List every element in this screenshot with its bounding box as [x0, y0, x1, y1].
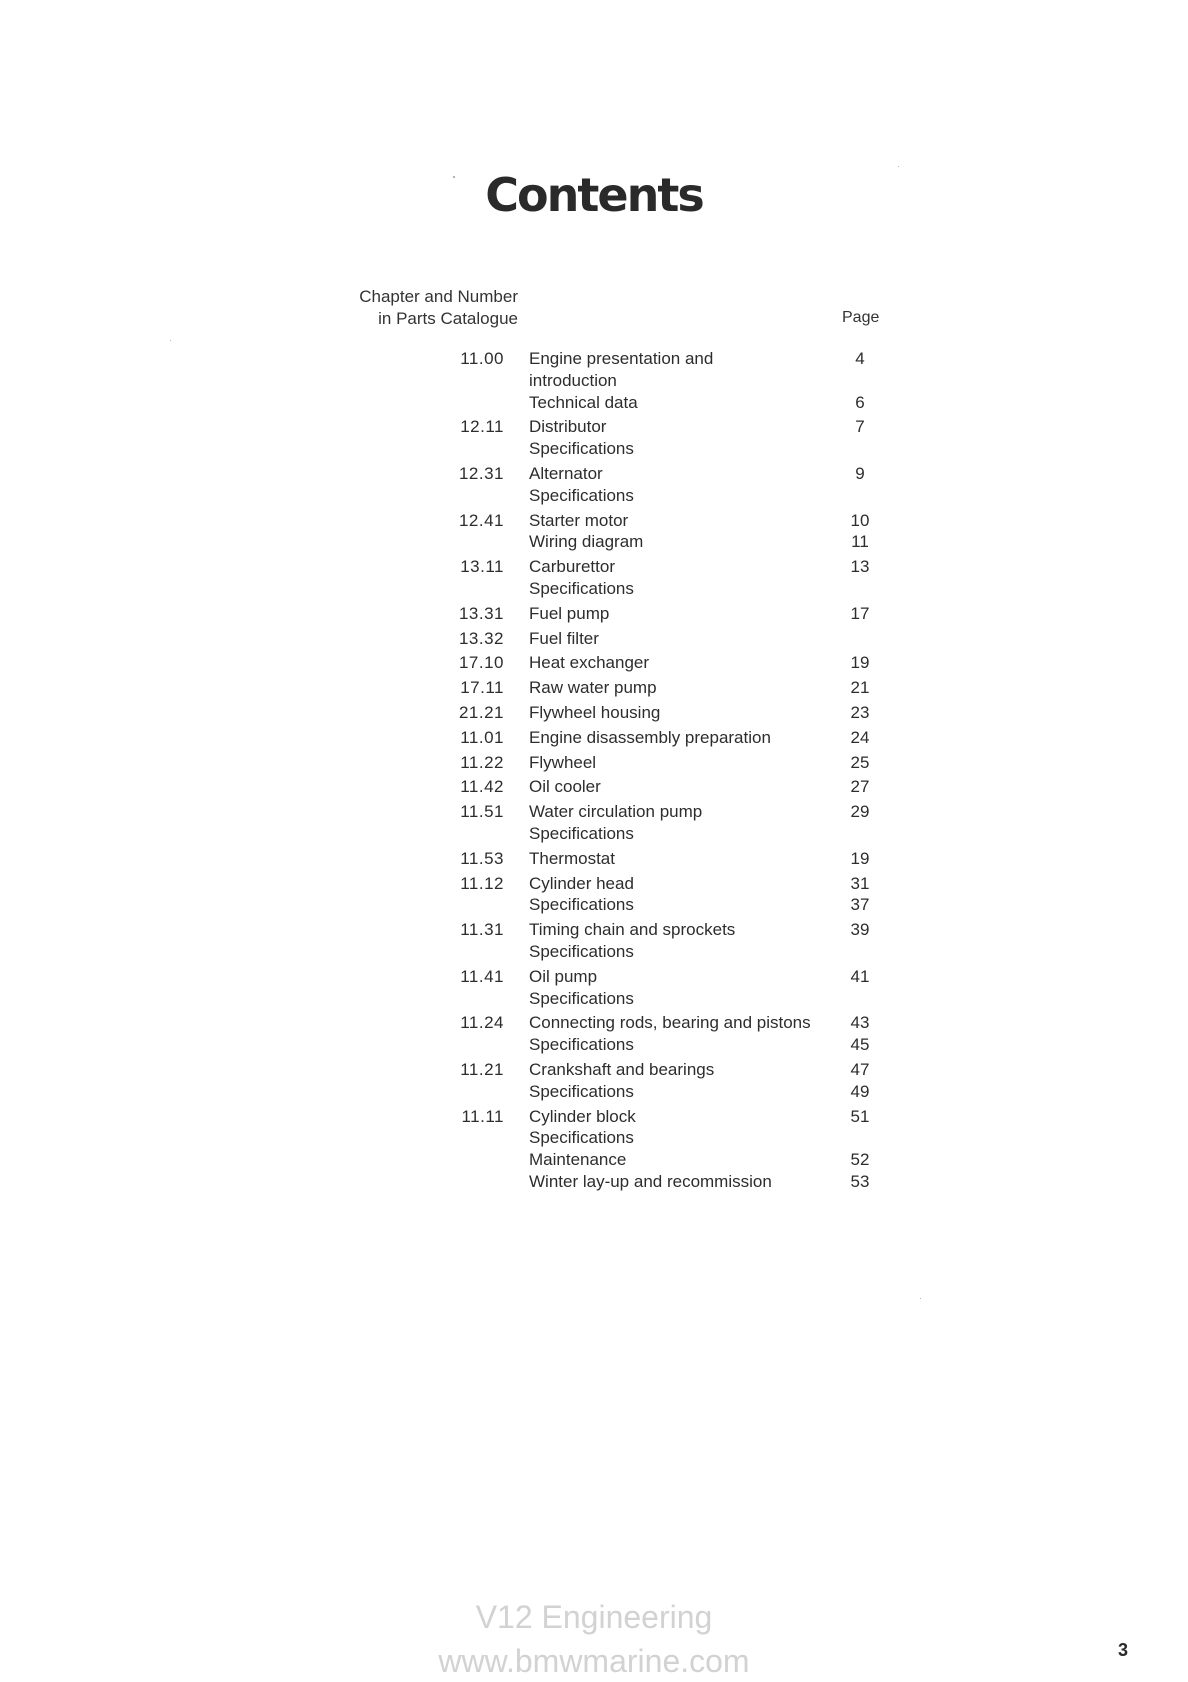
entry-title: Specifications — [529, 823, 634, 843]
chapter-number — [440, 823, 504, 845]
chapter-number: 11.21 — [460, 1059, 504, 1079]
page-ref — [845, 988, 875, 1010]
page-ref: 47 — [850, 1059, 870, 1079]
toc-row — [440, 988, 890, 1010]
toc-row — [440, 1106, 890, 1128]
chapter-number — [440, 531, 504, 553]
page-column-header: Page — [842, 309, 880, 326]
chapter-column-header — [330, 286, 518, 330]
chapter-header-line1: Chapter and Number — [359, 287, 518, 306]
chapter-number: 12.41 — [458, 510, 504, 530]
toc-row — [440, 1081, 890, 1103]
toc-row — [440, 894, 890, 916]
page-ref: 27 — [850, 777, 870, 797]
entry-title: Engine presentation and — [529, 349, 714, 368]
chapter-number: 11.11 — [461, 1106, 504, 1126]
page-ref — [845, 823, 875, 845]
toc-row — [440, 1149, 890, 1171]
toc-row — [440, 702, 890, 724]
toc-row — [440, 848, 890, 870]
chapter-number — [440, 941, 504, 963]
page-ref: 49 — [850, 1081, 870, 1101]
page-ref: 10 — [850, 510, 870, 530]
chapter-number — [440, 988, 504, 1010]
entry-title: Cylinder head — [529, 873, 634, 893]
entry-title: Oil cooler — [529, 777, 601, 797]
toc-row — [440, 392, 890, 414]
chapter-number: 11.01 — [460, 727, 504, 747]
entry-title: Specifications — [529, 895, 634, 915]
page-ref: 13 — [850, 557, 870, 577]
page-ref: 17 — [850, 603, 870, 623]
entry-title: Raw water pump — [529, 678, 657, 698]
entry-title: Thermostat — [529, 848, 615, 868]
chapter-header-line2: in Parts Catalogue — [378, 309, 518, 328]
toc-row — [440, 727, 890, 749]
entry-title: Connecting rods, bearing and pistons — [529, 1013, 811, 1033]
entry-title: Distributor — [529, 417, 607, 437]
chapter-number: 13.31 — [458, 603, 504, 623]
page-ref — [845, 1127, 875, 1149]
page-ref: 41 — [850, 966, 870, 986]
entry-title: Engine disassembly preparation — [529, 727, 771, 747]
speck — [898, 166, 899, 167]
toc-row — [440, 966, 890, 988]
speck — [920, 1298, 921, 1299]
toc-row — [440, 556, 890, 578]
chapter-number: 12.31 — [458, 463, 504, 483]
page-ref: 19 — [850, 848, 870, 868]
page-ref: 31 — [850, 873, 870, 893]
chapter-number: 12.11 — [460, 417, 504, 437]
chapter-number — [440, 1149, 504, 1171]
page-ref: 24 — [850, 727, 870, 747]
toc-row — [440, 603, 890, 625]
page-ref: 37 — [850, 895, 870, 915]
page-ref — [845, 370, 875, 392]
chapter-number: 11.00 — [460, 349, 504, 368]
page-ref — [845, 485, 875, 507]
toc-row — [440, 652, 890, 674]
chapter-number — [440, 1171, 504, 1193]
chapter-number — [440, 578, 504, 600]
toc-row — [440, 941, 890, 963]
page-ref: 25 — [850, 752, 870, 772]
entry-title: Flywheel — [529, 752, 597, 772]
page-ref: 45 — [850, 1035, 870, 1055]
toc-row — [440, 628, 890, 650]
toc-row — [440, 677, 890, 699]
chapter-number: 21.21 — [458, 702, 504, 722]
toc-row — [440, 510, 890, 532]
entry-title: Wiring diagram — [529, 532, 644, 552]
toc-row — [440, 370, 890, 392]
chapter-number — [440, 894, 504, 916]
page-ref: 6 — [855, 392, 865, 412]
chapter-number — [440, 438, 504, 460]
toc-row — [440, 485, 890, 507]
toc-row — [440, 463, 890, 485]
entry-title: Heat exchanger — [529, 653, 650, 673]
chapter-number: 17.11 — [460, 678, 504, 698]
chapter-number: 13.32 — [458, 628, 504, 648]
page-ref — [845, 628, 875, 650]
speck — [170, 340, 171, 341]
chapter-number: 11.22 — [460, 752, 504, 772]
entry-title: Specifications — [529, 941, 634, 961]
toc-row — [440, 752, 890, 774]
chapter-number — [440, 1127, 504, 1149]
chapter-number — [440, 370, 504, 392]
entry-title: Specifications — [529, 439, 634, 459]
chapter-number: 11.12 — [460, 873, 504, 893]
toc-row — [440, 578, 890, 600]
toc-row — [440, 531, 890, 553]
page-number: 3 — [1118, 1640, 1129, 1660]
page-ref: 19 — [850, 653, 870, 673]
toc-row — [440, 1012, 890, 1034]
page-ref: 53 — [850, 1171, 870, 1191]
toc-row — [440, 801, 890, 823]
toc-row — [440, 1034, 890, 1056]
entry-title: Cylinder block — [529, 1106, 636, 1126]
chapter-number: 11.42 — [460, 777, 504, 797]
chapter-number: 11.53 — [460, 848, 504, 868]
toc-row — [440, 919, 890, 941]
watermark-line2: www.bmwmarine.com — [438, 1643, 750, 1679]
page-ref: 4 — [855, 349, 865, 368]
page-ref — [845, 578, 875, 600]
entry-title: Specifications — [529, 1128, 634, 1148]
page-ref: 51 — [850, 1106, 870, 1126]
entry-title: Fuel filter — [529, 628, 599, 648]
chapter-number: 11.31 — [460, 920, 504, 940]
watermark-line1: V12 Engineering — [475, 1599, 713, 1635]
chapter-number: 17.10 — [458, 653, 504, 673]
toc-row — [440, 776, 890, 798]
chapter-number — [440, 392, 504, 414]
toc-row — [440, 823, 890, 845]
page-ref: 39 — [850, 920, 870, 940]
entry-title: Maintenance — [529, 1150, 627, 1170]
chapter-number: 11.51 — [460, 802, 504, 822]
entry-title: Carburettor — [529, 557, 615, 577]
entry-title: Crankshaft and bearings — [529, 1059, 715, 1079]
entry-title: Specifications — [529, 1035, 634, 1055]
entry-title: Winter lay-up and recommission — [529, 1171, 772, 1191]
toc-row — [440, 873, 890, 895]
entry-title: Water circulation pump — [529, 802, 703, 822]
entry-title: Oil pump — [529, 966, 598, 986]
page-ref: 23 — [850, 702, 870, 722]
toc-row — [440, 348, 890, 370]
entry-title: Timing chain and sprockets — [529, 920, 736, 940]
page-ref — [845, 941, 875, 963]
contents-list — [440, 345, 890, 1193]
toc-row — [440, 438, 890, 460]
toc-row — [440, 1171, 890, 1193]
chapter-number: 11.41 — [460, 966, 504, 986]
entry-title: Technical data — [529, 392, 638, 412]
chapter-number: 11.24 — [460, 1013, 504, 1033]
chapter-number — [440, 485, 504, 507]
entry-title: Specifications — [529, 578, 634, 598]
page-ref: 11 — [851, 532, 869, 552]
toc-row — [440, 1059, 890, 1081]
page-ref: 21 — [850, 678, 870, 698]
page-ref: 52 — [850, 1150, 870, 1170]
entry-title: Specifications — [529, 988, 634, 1008]
chapter-number — [440, 1081, 504, 1103]
page-ref: 43 — [850, 1013, 870, 1033]
toc-row — [440, 416, 890, 438]
entry-title: Alternator — [529, 463, 603, 483]
entry-title: Flywheel housing — [529, 702, 661, 722]
page-ref — [845, 438, 875, 460]
toc-row — [440, 1127, 890, 1149]
chapter-number — [440, 1034, 504, 1056]
entry-title: introduction — [529, 370, 617, 390]
page-ref: 29 — [850, 802, 870, 822]
entry-title: Fuel pump — [529, 603, 610, 623]
page-ref: 9 — [855, 463, 865, 483]
page-ref: 7 — [855, 417, 865, 437]
chapter-number: 13.11 — [460, 557, 504, 577]
entry-title: Starter motor — [529, 510, 629, 530]
entry-title: Specifications — [529, 1081, 634, 1101]
page-title: Contents — [485, 168, 703, 222]
entry-title: Specifications — [529, 485, 634, 505]
